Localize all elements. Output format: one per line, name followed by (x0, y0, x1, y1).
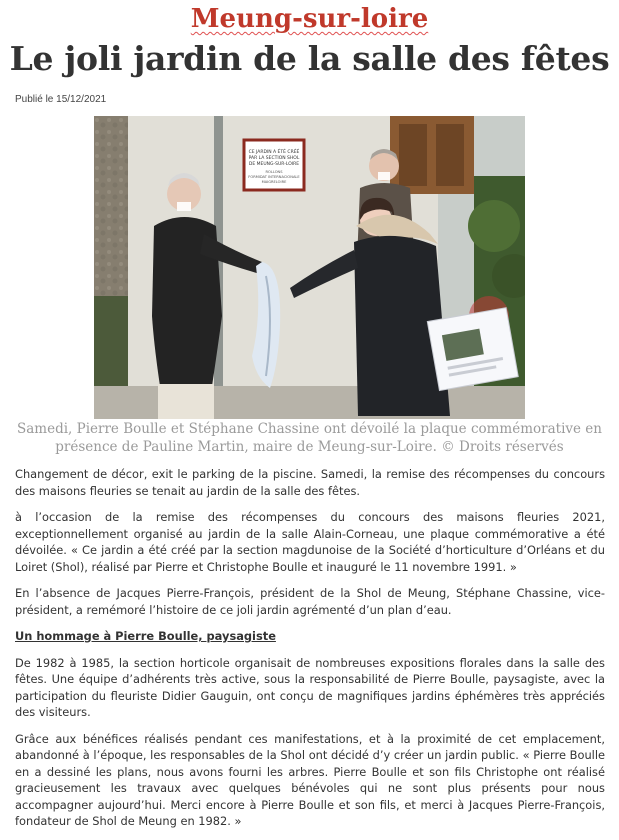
publish-date: Publié le 15/12/2021 (15, 94, 107, 105)
plaque-line-2: PAR LA SECTION SHOL (248, 156, 300, 161)
plaque-line-1: CE JARDIN A ÉTÉ CRÉÉ (248, 150, 300, 155)
paragraph-2-text: à l’occasion de la remise des récompenses du concours des maisons fleuries 2021, exceptionnellement organisé au jardin de la salle Alain-Corneau, une plaque commémorative a été dévoilée. « Ce jardin a été créé par la section magdunoise de la Société d’horticulture d’Orléans et du Loiret (Shol), réalisé par Pierre et Christophe Boulle et inauguré le 11 novembre 1991. » (15, 510, 605, 574)
paragraph-5: Grâce aux bénéfices réalisés pendant ces manifestations, et à la proximité de cet emplacement, abandonné à l’époque, les responsables de la Shol ont décidé d’y créer un jardin public. « Pierre Boulle en a dessiné les plans, nous avons fourni les arbres. Pierre Boulle et son fils Christophe ont réalisé gracieusement les travaux avec quelques bénévoles qui ne sont plus présents pour nous accompagner aujourd’hui. Merci encore à Pierre Boulle et son fils, et merci à Jacques Pierre-François, fondateur de Shol de Meung en 1982. » (15, 731, 605, 828)
article-body (15, 466, 605, 840)
paragraph-1: Changement de décor, exit le parking de la piscine. Samedi, la remise des récompenses du concours des maisons fleuries se tenait au jardin de la salle des fêtes. (15, 467, 605, 498)
plaque-line-3: DE MEUNG-SUR-LOIRE (248, 162, 300, 167)
paragraph-2 (15, 509, 605, 575)
photo-illustration (94, 116, 525, 419)
article-title: Le joli jardin de la salle des fêtes (9, 39, 610, 78)
article-subheading: Un hommage à Pierre Boulle, paysagiste (15, 629, 276, 643)
paragraph-4: De 1982 à 1985, la section horticole organisait de nombreuses expositions florales dans la salle des fêtes. Une équipe d’adhérents très active, sous la responsabilité de Pierre Boulle, paysagiste, avec la participation du fleuriste Didier Gauguin, ont conçu de magnifiques jardins éphémères très appréciés des visiteurs. (15, 655, 605, 719)
article-photo[interactable] (94, 116, 525, 419)
plaque-line-4: ROLLONS (265, 170, 283, 174)
article-kicker[interactable]: Meung-sur-loire (190, 4, 429, 34)
plaque-line-6: MAIGRELOIRE (261, 180, 287, 184)
paragraph-3: En l’absence de Jacques Pierre-François, président de la Shol de Meung, Stéphane Chassine, vice-président, a remémoré l’histoire de ce joli jardin agrémenté d’un plan d’eau. (15, 586, 605, 617)
photo-caption: Samedi, Pierre Boulle et Stéphane Chassine ont dévoilé la plaque commémorative en présence de Pauline Martin, maire de Meung-sur-Loire. © Droits réservés (17, 421, 602, 455)
plaque-line-5: FORMIDAT INTERNACIONALE (248, 175, 300, 179)
